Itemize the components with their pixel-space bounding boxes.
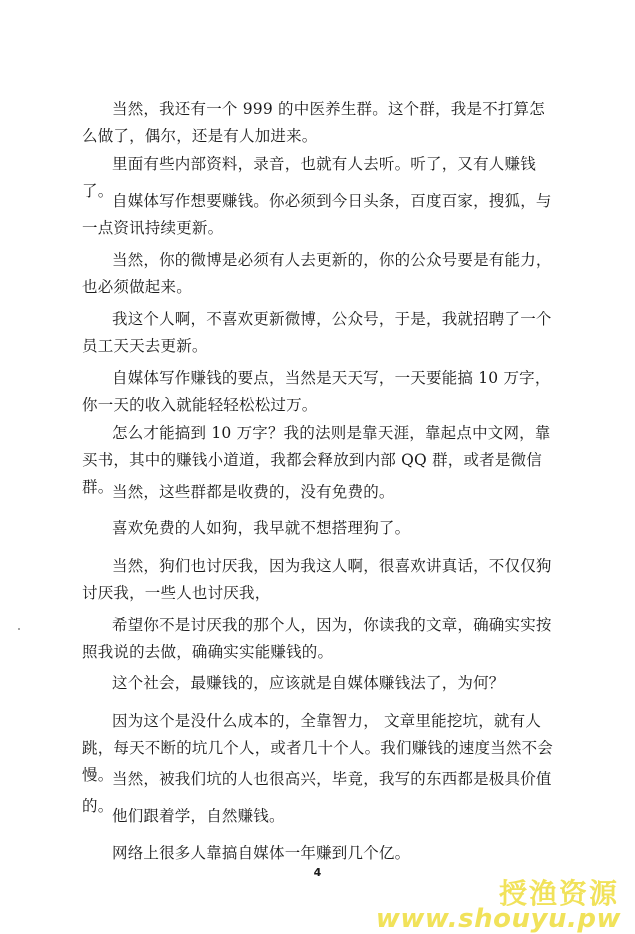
paragraph-9: 喜欢免费的人如狗，我早就不想搭理狗了。	[112, 519, 411, 537]
paragraph-1: 当然，我还有一个 999 的中医养生群。这个群，我是不打算怎么做了，偶尔，还是有人加进来。	[82, 100, 545, 145]
watermark-text: 授渔资源	[498, 877, 619, 910]
paragraph-14: 当然，被我们坑的人也很高兴，毕竟，我写的东西都是极具价值的。	[82, 770, 552, 815]
paragraph-11: 希望你不是讨厌我的那个人，因为，你读我的文章，确确实实按照我说的去做，确确实实能赚钱的。	[82, 616, 552, 661]
paragraph-10: 当然，狗们也讨厌我，因为我这人啊，很喜欢讲真话，不仅仅狗讨厌我，一些人也讨厌我，	[82, 557, 552, 602]
paragraph-4: 当然，你的微博是必须有人去更新的，你的公众号要是有能力，也必须做起来。	[82, 251, 552, 296]
paragraph-3: 自媒体写作想要赚钱。你必须到今日头条，百度百家，搜狐，与一点资讯持续更新。	[82, 192, 552, 237]
paragraph-5: 我这个人啊，不喜欢更新微博，公众号，于是，我就招聘了一个员工天天去更新。	[82, 310, 552, 355]
paragraph-2: 里面有些内部资料，录音，也就有人去听。听了，又有人赚钱了。	[82, 155, 536, 200]
paragraph-16: 网络上很多人靠搞自媒体一年赚到几个亿。	[112, 844, 411, 862]
paragraph-6: 自媒体写作赚钱的要点，当然是天天写，一天要能搞 10 万字，你一天的收入就能轻轻松松过万。	[82, 369, 551, 414]
scan-speck	[18, 628, 20, 630]
page-number: 4	[313, 866, 322, 879]
paragraph-13: 因为这个是没什么成本的，全靠智力， 文章里能挖坑，就有人跳，每天不断的坑几个人，或者几十个人。我们赚钱的速度当然不会慢。	[82, 712, 554, 784]
watermark-url: www.shouyu.pw	[375, 904, 621, 934]
paragraph-15: 他们跟着学，自然赚钱。	[112, 807, 285, 825]
paragraph-8: 当然，这些群都是收费的，没有免费的。	[112, 483, 395, 501]
paragraph-12: 这个社会，最赚钱的，应该就是自媒体赚钱法了，为何？	[112, 674, 505, 692]
paragraph-7: 怎么才能搞到 10 万字？我的法则是靠天涯，靠起点中文网，靠买书，其中的赚钱小道道，我都会释放到内部 QQ 群，或者是微信群。	[82, 424, 551, 496]
